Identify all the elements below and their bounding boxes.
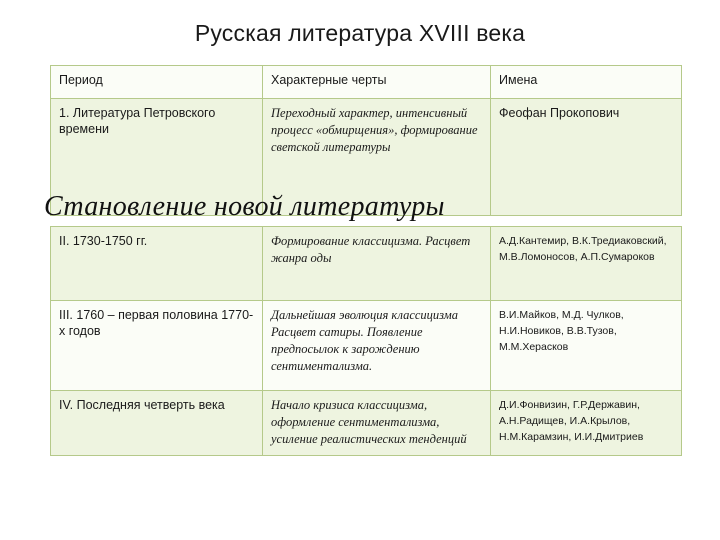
section-heading: Становление новой литературы xyxy=(44,191,445,222)
period-cell: 1. Литература Петровского времени xyxy=(51,99,263,216)
period-cell: III. 1760 – первая половина 1770-х годов xyxy=(51,301,263,391)
page-title: Русская литература XVIII века xyxy=(194,20,526,46)
names-cell: Д.И.Фонвизин, Г.Р.Державин, А.Н.Радищев, И.А.Крылов, Н.М.Карамзин, И.И.Дмитриев xyxy=(491,391,682,456)
features-cell: Начало кризиса классицизма, оформление сентиментализма, усиление реалистических тенденций xyxy=(263,391,491,456)
table-header-row xyxy=(51,66,682,99)
header-features: Характерные черты xyxy=(263,66,491,99)
literature-table-bottom xyxy=(50,226,682,456)
period-cell: II. 1730-1750 гг. xyxy=(51,227,263,301)
table-row xyxy=(51,391,682,456)
features-cell: Формирование классицизма. Расцвет жанра оды xyxy=(263,227,491,301)
features-cell: Дальнейшая эволюция классицизма Расцвет сатиры. Появление предпосылок к зарождению сентиментализма. xyxy=(263,301,491,391)
table-row xyxy=(51,301,682,391)
period-cell: IV. Последняя четверть века xyxy=(51,391,263,456)
header-period: Период xyxy=(51,66,263,99)
header-names: Имена xyxy=(491,66,682,99)
names-cell: Феофан Прокопович xyxy=(491,99,682,216)
table-row xyxy=(51,227,682,301)
names-cell: В.И.Майков, М.Д. Чулков, Н.И.Новиков, В.В.Тузов, М.М.Херасков xyxy=(491,301,682,391)
names-cell: А.Д.Кантемир, В.К.Тредиаковский, М.В.Ломоносов, А.П.Сумароков xyxy=(491,227,682,301)
features-cell: Переходный характер, интенсивный процесс «обмирщения», формирование светской литературы xyxy=(263,99,491,216)
